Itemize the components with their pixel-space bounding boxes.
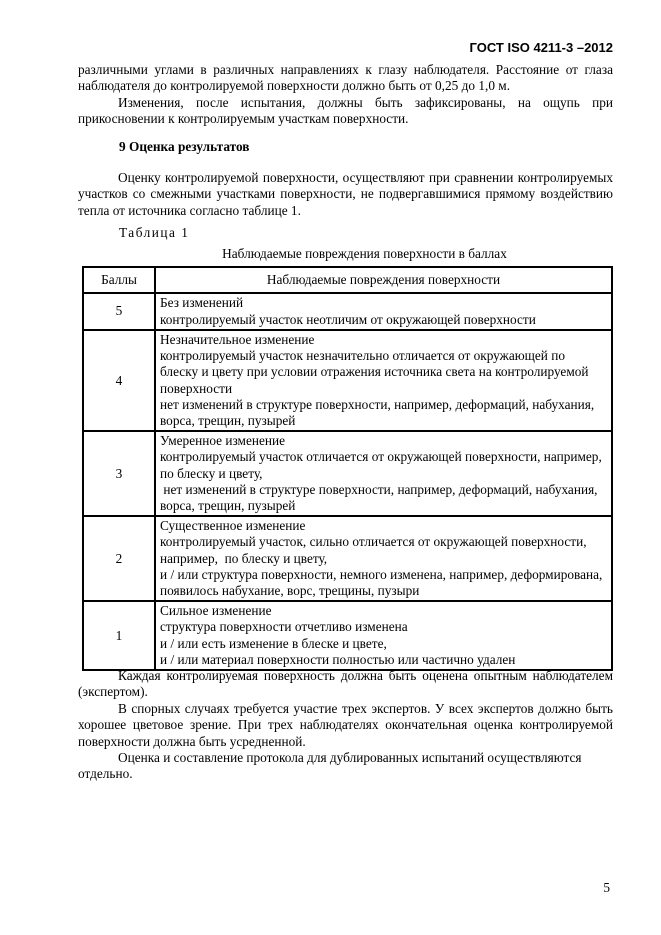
conclusion-paragraph: Оценка и составление протокола для дублированных испытаний осуществляются отдельно.: [78, 750, 582, 782]
table-label: Таблица 1: [119, 225, 190, 240]
description-line: и / или материал поверхности полностью или частично удален: [160, 651, 516, 667]
section-text: [78, 170, 613, 219]
description-line: Незначительное изменение: [160, 332, 315, 347]
description-line: контролируемый участок, сильно отличается от окружающей поверхности,: [160, 534, 587, 550]
table-caption: Наблюдаемые повреждения поверхности в баллах: [222, 246, 507, 261]
grades-table: [82, 266, 613, 671]
description-line: и / или есть изменение в блеске и цвете,: [160, 635, 387, 651]
score-cell: 5: [83, 293, 155, 330]
description-cell: [155, 516, 612, 601]
score-cell: 1: [83, 601, 155, 670]
description-line: Без изменений: [160, 295, 244, 311]
description-line: по блеску и цвету,: [160, 465, 263, 481]
description-cell: [155, 330, 612, 431]
table-row: [83, 601, 612, 670]
description-line: нет изменений в структуре поверхности, например, деформаций, набухания,: [160, 481, 598, 497]
conclusion-paragraph: В спорных случаях требуется участие трех экспертов. У всех экспертов должно быть хорошее цветовое зрение. При трех наблюдателях окончательная оценка контролируемой поверхности должна быть усредненной.: [78, 700, 613, 749]
table-row: [83, 431, 612, 516]
section-title: 9 Оценка результатов: [119, 139, 250, 154]
description-line: структура поверхности отчетливо изменена: [160, 619, 408, 635]
intro-paragraph: Изменения, после испытания, должны быть зафиксированы, на ощупь при прикосновении к контролируемым участкам поверхности.: [78, 94, 613, 127]
description-line: контролируемый участок отличается от окружающей поверхности, например,: [160, 449, 602, 465]
intro-text: [78, 62, 613, 128]
table-row: [83, 516, 612, 601]
description-cell: [155, 293, 612, 330]
description-line: контролируемый участок неотличим от окружающей поверхности: [160, 311, 536, 327]
description-line: и / или структура поверхности, немного изменена, например, деформирована,: [160, 566, 603, 582]
table-header-row: [83, 267, 612, 293]
table-row: [83, 330, 612, 431]
description-line: нет изменений в структуре поверхности, например, деформаций, набухания,: [160, 396, 595, 412]
section-paragraph: Оценку контролируемой поверхности, осуществляют при сравнении контролируемых участков со смежными участками поверхности, не подвергавшимися прямому воздействию тепла от источника согласно таблице 1.: [78, 170, 613, 218]
description-line: ворса, трещин, пузырей: [160, 498, 296, 514]
conclusion-paragraph: Каждая контролируемая поверхность должна быть оценена опытным наблюдателем (экспертом).: [78, 668, 613, 700]
description-line: блеску и цвету при условии отражения источника света на контролируемой: [160, 364, 589, 380]
description-cell: [155, 601, 612, 670]
description-line: Сильное изменение: [160, 603, 272, 619]
column-header-score: Баллы: [83, 267, 155, 293]
description-line: Умеренное изменение: [160, 433, 286, 449]
score-cell: 3: [83, 431, 155, 516]
description-line: например, по блеску и цвету,: [160, 550, 328, 566]
description-line: контролируемый участок незначительно отличается от окружающей по: [160, 348, 566, 364]
score-cell: 4: [83, 330, 155, 431]
description-cell: [155, 431, 612, 516]
score-cell: 2: [83, 516, 155, 601]
description-line: появилось набухание, ворс, трещины, пузыри: [160, 583, 420, 599]
standard-id-header: ГОСТ ISO 4211-3 –2012: [469, 40, 613, 55]
table-row: [83, 293, 612, 330]
conclusion-text: [78, 668, 613, 783]
intro-paragraph: различными углами в различных направлениях к глазу наблюдателя. Расстояние от глаза наблюдателя до контролируемой поверхности должно быть от 0,25 до 1,0 м.: [78, 62, 613, 94]
description-line: ворса, трещин, пузырей: [160, 413, 296, 429]
page-number: 5: [603, 880, 610, 895]
description-line: Существенное изменение: [160, 518, 306, 534]
column-header-damage: Наблюдаемые повреждения поверхности: [155, 267, 612, 293]
description-line: поверхности: [160, 380, 233, 396]
